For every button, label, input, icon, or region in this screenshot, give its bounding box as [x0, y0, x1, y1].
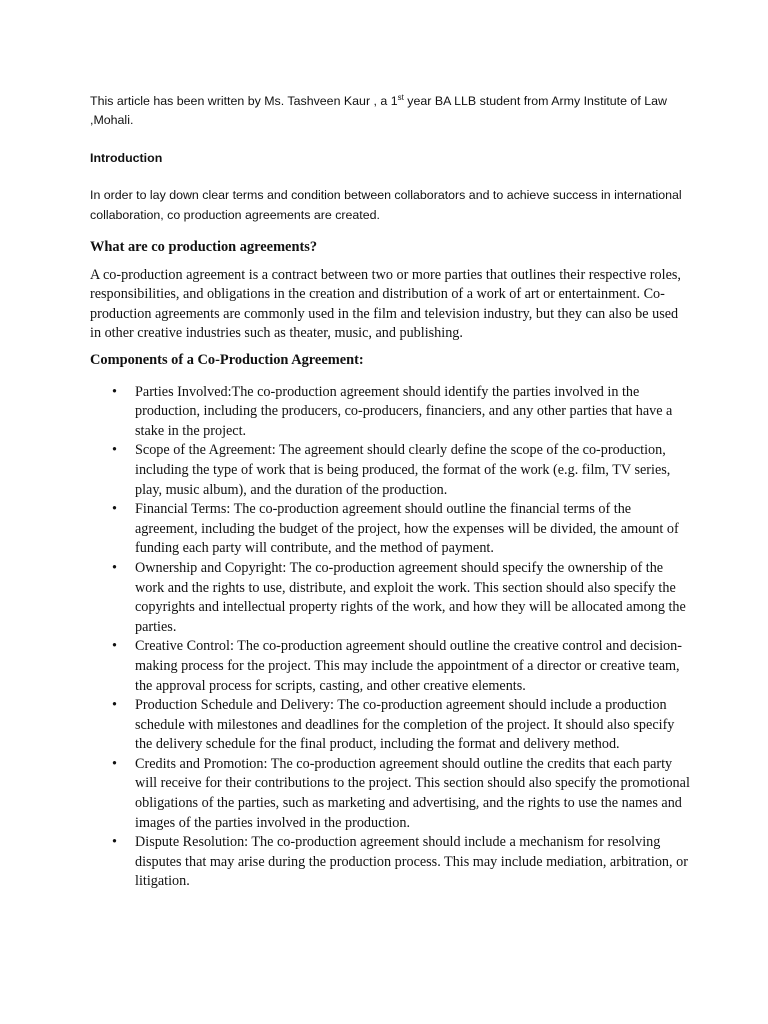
list-item-text: Ownership and Copyright: The co-production agreement should specify the ownership of the work and the rights to use, distribute, and exploit the work. This section should also specify the copyrights and intellectual property rights of the work, and how they will be allocated among the parties. — [135, 559, 686, 635]
list-item — [90, 500, 690, 559]
byline-text: This article has been written by Ms. Tashveen Kaur , a 1 — [90, 94, 398, 108]
list-item — [90, 441, 690, 500]
list-item — [90, 559, 690, 637]
what-are-heading: What are co production agreements? — [90, 239, 318, 256]
what-are-text: A co-production agreement is a contract between two or more parties that outlines their respective roles, responsibilities, and obligations in the creation and distribution of a work of art or entertainment. Co-production agreements are commonly used in the film and television industry, but they can also be used in other creative industries such as theater, music, and publishing. — [90, 266, 681, 342]
list-item — [90, 637, 690, 696]
document-page — [90, 92, 690, 892]
byline-text-end: year BA LLB student from Army Institute of Law ,Mohali. — [90, 94, 667, 128]
list-item — [90, 833, 690, 892]
list-item-text: Parties Involved:The co-production agreement should identify the parties involved in the production, including the producers, co-producers, financiers, and any other parties that have a stake in the project. — [135, 383, 673, 439]
components-heading: Components of a Co-Production Agreement: — [90, 352, 364, 368]
list-item-text: Creative Control: The co-production agreement should outline the creative control and decision-making process for the project. This may include the appointment of a director or creative team, the approval process for scripts, casting, and other creative elements. — [135, 638, 682, 694]
introduction-heading: Introduction — [90, 150, 163, 165]
bullet-icon: • — [112, 501, 117, 518]
bullet-icon: • — [112, 442, 117, 459]
bullet-icon: • — [112, 383, 117, 400]
list-item-text: Scope of the Agreement: The agreement should clearly define the scope of the co-production, including the type of work that is being produced, the format of the work (e.g. film, TV series, play, music album), and the duration of the production. — [135, 442, 671, 498]
bullet-icon: • — [112, 697, 117, 714]
list-item — [90, 696, 690, 755]
components-list — [90, 383, 690, 892]
bullet-icon: • — [112, 834, 117, 851]
byline-superscript: st — [397, 92, 404, 102]
author-byline — [90, 92, 690, 131]
bullet-icon: • — [112, 559, 117, 576]
list-item-text: Production Schedule and Delivery: The co-production agreement should include a production schedule with milestones and deadlines for the completion of the project. It should also specify the delivery schedule for the final product, including the format and delivery method. — [135, 697, 675, 753]
bullet-icon: • — [112, 638, 117, 655]
list-item-text: Dispute Resolution: The co-production agreement should include a mechanism for resolving disputes that may arise during the production process. This may include mediation, arbitration, or litigation. — [135, 834, 688, 890]
list-item — [90, 755, 690, 833]
bullet-icon: • — [112, 755, 117, 772]
list-item-text: Financial Terms: The co-production agreement should outline the financial terms of the agreement, including the budget of the project, how the expenses will be divided, the amount of funding each party will contribute, and the method of payment. — [135, 501, 679, 557]
introduction-text: In order to lay down clear terms and condition between collaborators and to achieve success in international collaboration, co production agreements are created. — [90, 188, 682, 222]
list-item — [90, 383, 690, 442]
list-item-text: Credits and Promotion: The co-production agreement should outline the credits that each party will receive for their contributions to the project. This section should also specify the promotional obligations of the parties, such as marketing and advertising, and the rights to use the names and images of the parties involved in the production. — [135, 755, 690, 831]
